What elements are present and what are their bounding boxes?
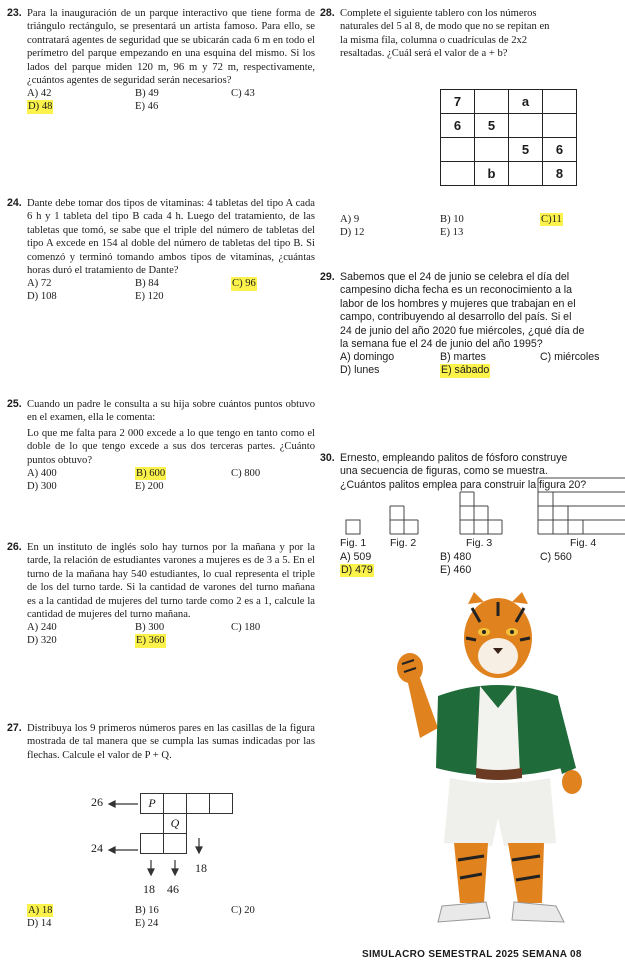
option-c[interactable]: C) 560 [540,551,572,563]
row1-sum: 26 [91,795,103,809]
col3-sum: 18 [195,861,207,875]
question-line-2: una secuencia de figuras, como se muestra. [340,465,548,478]
cell-p: P [141,794,164,814]
option-b[interactable]: B) 300 [135,622,165,634]
option-a-highlighted[interactable]: A) 18 [28,905,53,916]
col1-sum: 18 [143,882,155,896]
question-text: Distribuya los 9 primeros números pares en las casillas de la figura mostrada de tal manera que se cumpla las sumas indicadas por las flechas. Calcule el valor de P + Q. [27,723,315,761]
question-27 [7,722,315,762]
row2-sum: 24 [91,841,103,855]
right-column [320,0,625,958]
question-29 [320,271,625,377]
number-grid [140,793,233,854]
question-23 [7,7,315,113]
option-e[interactable]: E) 120 [135,291,164,303]
option-a[interactable]: A) 240 [27,622,57,634]
answer-options-27 [7,904,335,930]
option-d-highlighted[interactable]: D) 479 [341,564,373,576]
board-cell: a [509,90,543,114]
question-number: 27. [7,722,22,734]
option-b[interactable]: B) 480 [440,551,472,563]
board-cell [441,138,475,162]
option-a[interactable]: A) 9 [340,214,360,225]
option-a[interactable]: A) 72 [27,278,52,290]
question-number: 26. [7,541,22,553]
option-c[interactable]: C) 43 [231,88,255,100]
answer-options [7,277,315,303]
col2-sum: 46 [167,882,179,896]
option-a[interactable]: A) domingo [340,351,395,364]
fig-3-label: Fig. 3 [466,537,493,549]
question-line-1: Sabemos que el 24 de junio se celebra el día del [340,271,570,283]
answer-options [320,351,625,377]
option-e[interactable]: E) 24 [135,918,159,929]
question-number: 25. [7,398,22,410]
option-e[interactable]: E) 200 [135,481,164,493]
option-b[interactable]: B) 49 [135,88,159,100]
board-cell [509,162,543,186]
option-b[interactable]: B) martes [440,351,486,364]
option-c-highlighted[interactable]: C)11 [541,214,562,225]
question-number: 29. [320,271,335,283]
question-line-2: naturales del 5 al 8, de modo que no se repitan en [340,21,550,33]
answer-options-30 [320,551,625,577]
question-25 [7,398,315,493]
option-d[interactable]: D) 300 [27,481,57,493]
question-line-3: la misma fila, columna o cuadrículas de 2x2 [340,34,528,46]
question-line-1: Ernesto, empleando palitos de fósforo construye [340,452,568,464]
option-e[interactable]: E) 13 [440,227,464,238]
board-cell [475,90,509,114]
sum-arrows-figure [7,790,315,900]
sudoku-board [440,89,577,186]
option-b[interactable]: B) 84 [135,278,159,290]
option-c[interactable]: C) miércoles [540,351,600,364]
question-text: Cuando un padre le consulta a su hija sobre cuántos puntos obtuvo en el examen, ella le comenta: [27,399,315,424]
question-number: 23. [7,7,22,19]
option-a[interactable]: A) 509 [340,551,372,563]
question-24 [7,197,315,303]
option-e-highlighted[interactable]: E) sábado [441,364,490,377]
option-d[interactable]: D) 14 [27,918,52,929]
question-line-1: Complete el siguiente tablero con los números [340,8,537,19]
option-d[interactable]: D) 108 [27,291,57,303]
fig-4-label: Fig. 4 [570,537,597,549]
option-b[interactable]: B) 16 [135,905,159,916]
fig-2-label: Fig. 2 [390,537,417,549]
board-cell: 6 [441,114,475,138]
question-quote: Lo que me falta para 2 000 excede a lo que tengo en tanto como el doble de lo que tengo excede a sus dos terceras partes. ¿Cuánto puntos obtuvo? [27,427,315,466]
option-c[interactable]: C) 800 [231,468,261,480]
answer-options [7,87,315,113]
board-cell [441,162,475,186]
question-line-4: campo, contribuyendo al desarrollo del país. Si el [340,311,572,324]
board-cell: 6 [543,138,577,162]
board-cell [475,138,509,162]
question-line-3: ¿Cuántos palitos emplea para construir la figura 20? [340,478,587,491]
board-cell: 8 [543,162,577,186]
option-a[interactable]: A) 42 [27,88,52,100]
answer-options-28 [320,213,625,239]
option-d[interactable]: D) 320 [27,635,57,647]
board-cell [509,114,543,138]
question-text: En un instituto de inglés solo hay turnos por la mañana y por la tarde, la relación de estudiantes varones a mujeres es de 3 a 5. En el turno de la mañana hay 540 estudiantes, lo cual representa el triple de los del turno tarde. Si la cantidad de varones del turno mañana es a la cantidad de mujeres del turno tarde como 2 es a 1, calcule la cantidad de mujeres del turno mañana. [27,542,315,621]
fig-1-label: Fig. 1 [340,537,367,549]
question-line-4: resaltadas. ¿Cuál será el valor de a + b? [340,48,508,60]
question-number: 28. [320,7,335,19]
question-line-2: campesino dicha fecha es un reconocimiento a la [340,284,573,297]
question-line-6: la semana fue el 24 de junio del año 1995? [340,338,543,351]
option-a[interactable]: A) 400 [27,468,57,480]
board-cell: b [475,162,509,186]
question-26 [7,541,315,647]
option-b[interactable]: B) 10 [440,214,464,225]
option-e[interactable]: E) 46 [135,101,159,113]
option-c[interactable]: C) 20 [231,905,255,916]
cell-q: Q [164,814,187,834]
question-28 [320,7,625,61]
tiger-mascot-illustration [380,588,610,938]
question-line-5: 24 de junio del año 2020 fue miércoles, ¿qué día de [340,324,585,337]
option-d[interactable]: D) 12 [340,227,365,238]
answer-options [7,621,315,647]
board-cell: 5 [509,138,543,162]
option-e[interactable]: E) 460 [440,564,472,576]
board-cell [543,114,577,138]
option-e-highlighted[interactable]: E) 360 [136,635,165,647]
question-line-3: labor de los hombres y mujeres que trabajan en el [340,297,576,310]
footer-title: SIMULACRO SEMESTRAL 2025 SEMANA 08 [362,949,582,960]
option-c[interactable]: C) 180 [231,622,261,634]
question-number: 30. [320,452,335,464]
board-cell [543,90,577,114]
option-d[interactable]: D) lunes [340,364,380,377]
option-c-highlighted[interactable]: C) 96 [232,278,256,290]
option-d-highlighted[interactable]: D) 48 [28,101,53,113]
option-b-highlighted[interactable]: B) 600 [136,468,166,480]
question-text: Para la inauguración de un parque interactivo que tiene forma de triángulo rectángulo, se presentará un artista famoso. Para ello, se contratará agentes de seguridad que se ubicarán cada 6 m en todo el perímetro del parque empezando en una esquina del mismo. Si los lados del parque miden 120 m, 96 m y 72 m, respectivamente, ¿cuántos agentes de seguridad serán necesarios? [27,8,315,87]
board-cell: 7 [441,90,475,114]
question-number: 24. [7,197,22,209]
question-text: Dante debe tomar dos tipos de vitaminas: 4 tabletas del tipo A cada 6 h y 1 tableta del tipo B cada 4 h. Luego del tratamiento, de las tabletas que tomó, se sabe que el triple del número de tabletas del tipo A excede en 154 al doble del número de tabletas del tipo B. Si comenzó y terminó tomando ambos tipos de vitaminas, ¿cuántas horas duró el tratamiento de Dante? [27,198,315,277]
board-cell: 5 [475,114,509,138]
answer-options [7,467,315,493]
